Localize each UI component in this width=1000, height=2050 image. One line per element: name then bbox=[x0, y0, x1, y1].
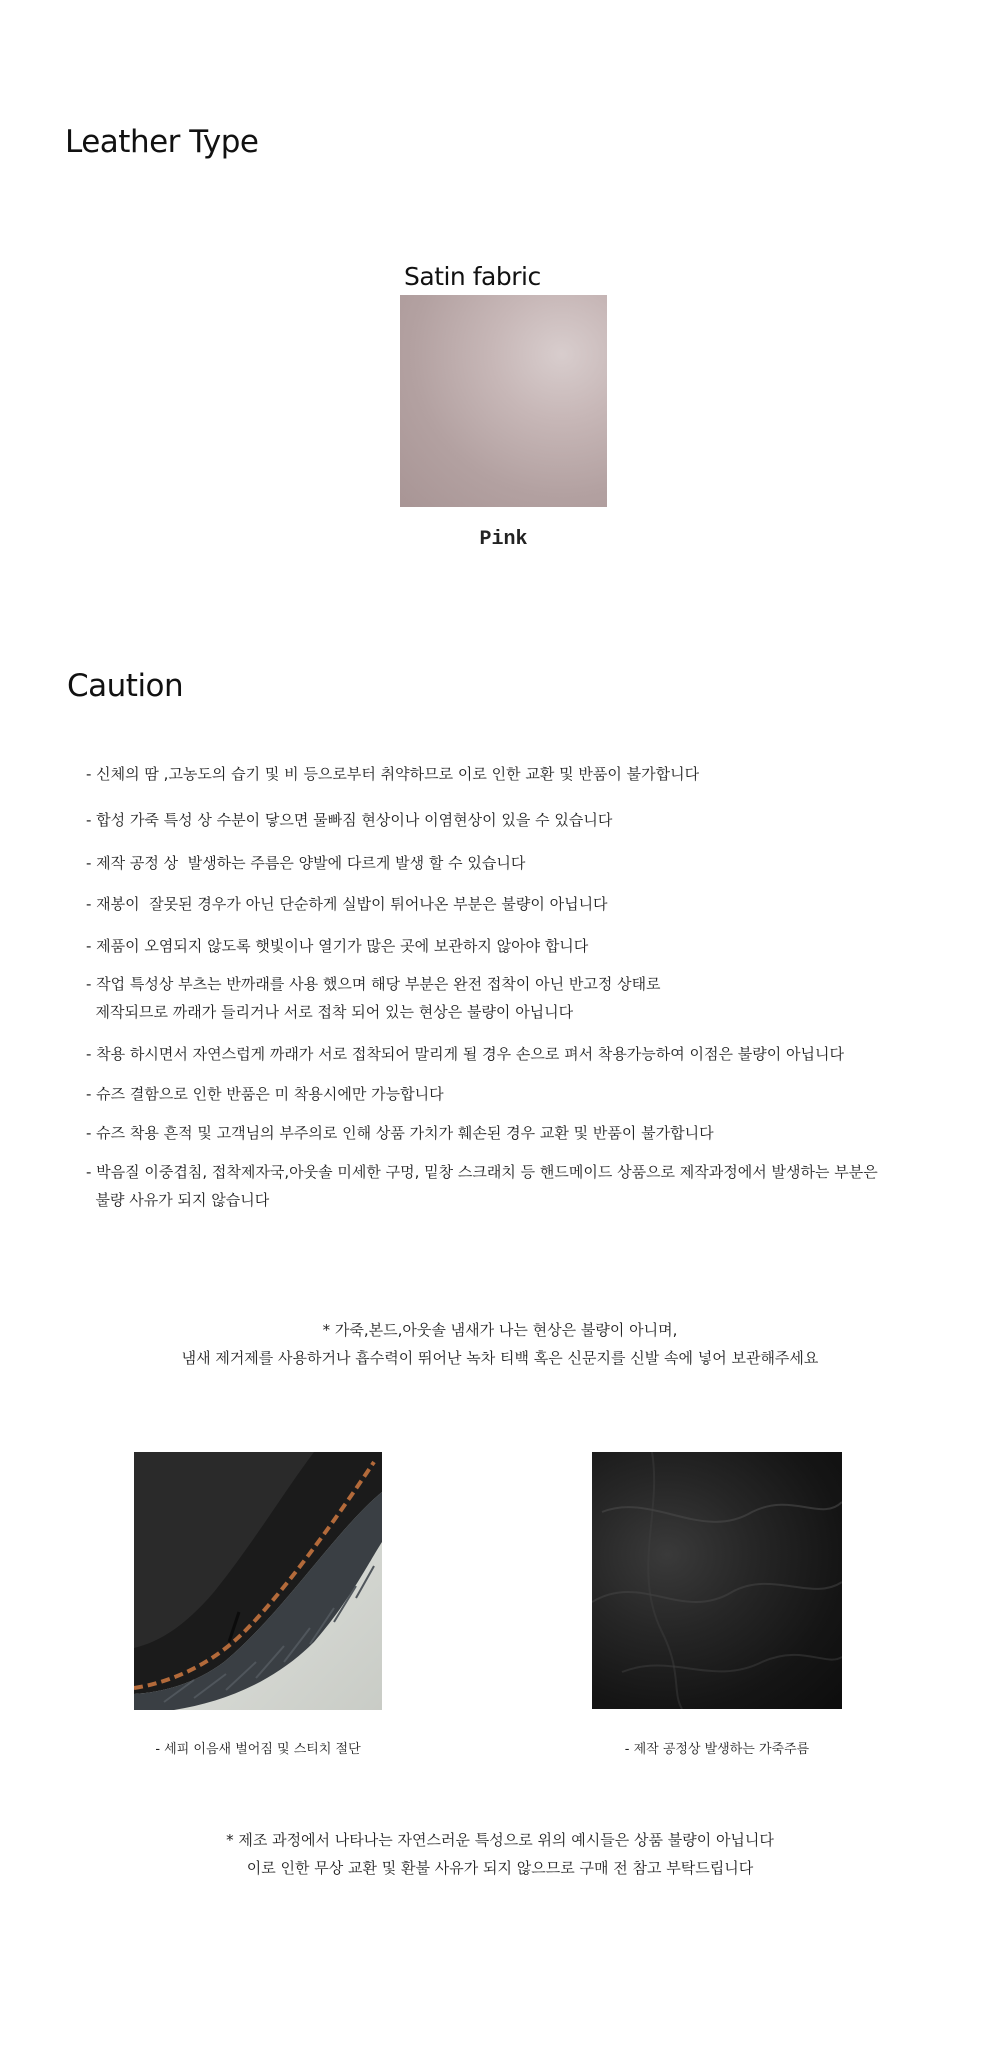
pink-satin-swatch-image bbox=[400, 295, 607, 507]
footer-note-line: 이로 인한 무상 교환 및 환불 사유가 되지 않으므로 구매 전 참고 부탁드립니다 bbox=[246, 1859, 754, 1877]
leather-type-heading: Leather Type bbox=[65, 124, 259, 160]
swatch-color-name: Pink bbox=[479, 528, 528, 551]
caution-item: - 제품이 오염되지 않도록 햇빛이나 열기가 많은 곳에 보관하지 않아야 합니다 bbox=[86, 937, 589, 955]
seam-caption: - 세피 이음새 벌어짐 및 스티치 절단 bbox=[155, 1742, 361, 1757]
caution-heading: Caution bbox=[67, 668, 184, 704]
odor-note-line: 냄새 제거제를 사용하거나 흡수력이 뛰어난 녹차 티백 혹은 신문지를 신발 속에 넣어 보관해주세요 bbox=[181, 1349, 819, 1367]
caution-item: - 슈즈 착용 흔적 및 고객님의 부주의로 인해 상품 가치가 훼손된 경우 교환 및 반품이 불가합니다 bbox=[86, 1124, 714, 1142]
odor-note-line: * 가죽,본드,아웃솔 냄새가 나는 현상은 불량이 아니며, bbox=[322, 1321, 678, 1339]
caution-item: - 박음질 이중겹침, 접착제자국,아웃솔 미세한 구멍, 밑창 스크래치 등 핸드메이드 상품으로 제작과정에서 발생하는 부분은 bbox=[86, 1163, 878, 1181]
caution-item: - 슈즈 결함으로 인한 반품은 미 착용시에만 가능합니다 bbox=[86, 1085, 444, 1103]
caution-item: - 합성 가죽 특성 상 수분이 닿으면 물빠짐 현상이나 이염현상이 있을 수 있습니다 bbox=[86, 811, 613, 829]
caution-item: - 제작 공정 상 발생하는 주름은 양발에 다르게 발생 할 수 있습니다 bbox=[86, 854, 526, 872]
seam-detail-photo bbox=[134, 1452, 382, 1710]
leather-wrinkle-illustration bbox=[592, 1452, 842, 1709]
wrinkle-caption: - 제작 공정상 발생하는 가죽주름 bbox=[624, 1742, 810, 1757]
caution-item: 불량 사유가 되지 않습니다 bbox=[86, 1191, 270, 1209]
caution-item: - 작업 특성상 부츠는 반까래를 사용 했으며 해당 부분은 완전 접착이 아닌 반고정 상태로 bbox=[86, 975, 661, 993]
caution-item: - 신체의 땀 ,고농도의 습기 및 비 등으로부터 취약하므로 이로 인한 교환 및 반품이 불가합니다 bbox=[86, 765, 700, 783]
footer-note-line: * 제조 과정에서 나타나는 자연스러운 특성으로 위의 예시들은 상품 불량이 아닙니다 bbox=[226, 1831, 774, 1849]
swatch-label: Satin fabric bbox=[404, 262, 541, 291]
seam-detail-illustration bbox=[134, 1452, 382, 1710]
odor-note bbox=[0, 1316, 1000, 1372]
footer-note bbox=[0, 1826, 1000, 1882]
caution-item: 제작되므로 까래가 들리거나 서로 접착 되어 있는 현상은 불량이 아닙니다 bbox=[86, 1003, 574, 1021]
caution-item: - 재봉이 잘못된 경우가 아닌 단순하게 실밥이 튀어나온 부분은 불량이 아닙니다 bbox=[86, 895, 608, 913]
leather-wrinkle-photo bbox=[592, 1452, 842, 1709]
caution-item: - 착용 하시면서 자연스럽게 까래가 서로 접착되어 말리게 될 경우 손으로 펴서 착용가능하여 이점은 불량이 아닙니다 bbox=[86, 1045, 844, 1063]
